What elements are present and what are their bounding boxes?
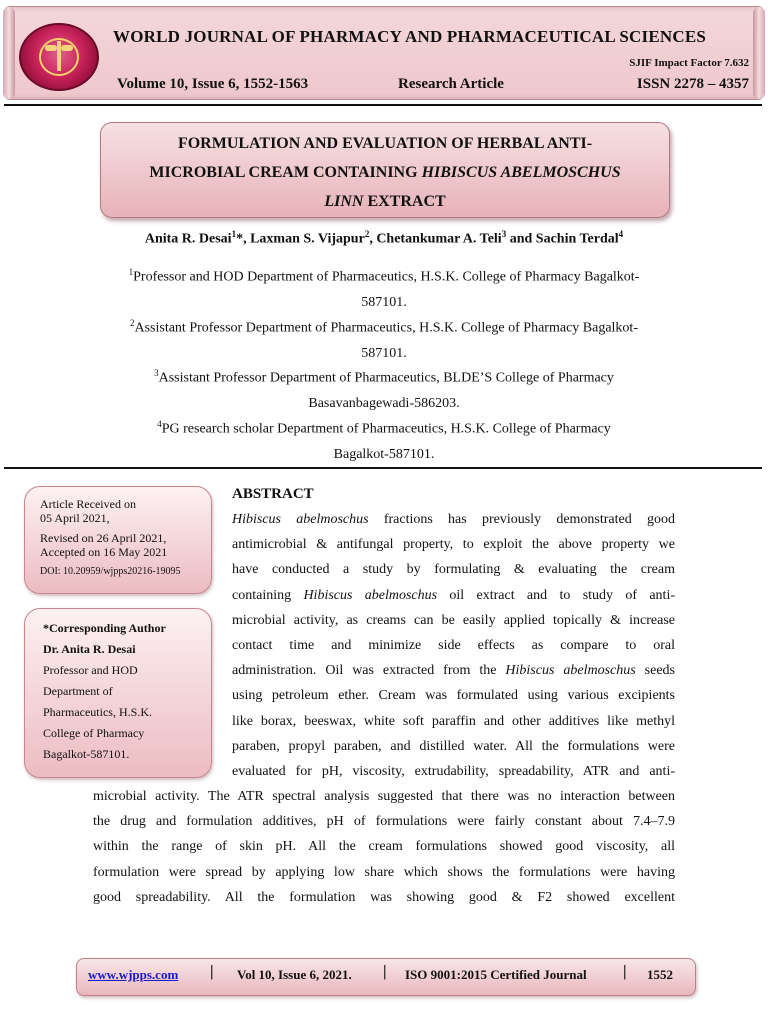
affiliation-4 bbox=[0, 412, 768, 468]
title-line-2: MICROBIAL CREAM CONTAINING bbox=[149, 164, 422, 181]
author-sup: 3 bbox=[501, 229, 507, 239]
author-name: Sachin Terdal bbox=[535, 231, 619, 247]
corresponding-author-box bbox=[24, 608, 212, 778]
title-line-1: FORMULATION AND EVALUATION OF HERBAL ANTI- bbox=[177, 135, 593, 152]
abstract-line: within the range of skin pH. All the cream formulations showed good viscosity, all bbox=[93, 839, 675, 855]
volume-info: Volume 10, Issue 6, 1552-1563 bbox=[117, 76, 309, 92]
abstract-line: paraben, propyl paraben, and distilled water. All the formulations were bbox=[232, 738, 675, 754]
abstract-heading: ABSTRACT bbox=[232, 486, 314, 502]
footer-separator: | bbox=[210, 963, 214, 980]
affiliation-sup: 1 bbox=[128, 267, 134, 277]
footer-iso: ISO 9001:2015 Certified Journal bbox=[405, 967, 587, 982]
revised-date: Revised on 26 April 2021, bbox=[40, 531, 167, 545]
footer-volume: Vol 10, Issue 6, 2021. bbox=[237, 967, 352, 982]
author-name: Chetankumar A. Teli bbox=[376, 231, 502, 247]
affiliation-sup: 4 bbox=[157, 419, 162, 429]
abstract-line: Hibiscus abelmoschus fractions has previously demonstrated good bbox=[232, 512, 675, 527]
abstract-line: good spreadability. All the formulation was showing good & F2 showed excellent bbox=[93, 889, 675, 905]
footer-separator: | bbox=[623, 963, 627, 980]
footer-separator: | bbox=[383, 963, 387, 980]
abstract-line: have conducted a study by formulating & evaluating the cream bbox=[232, 562, 675, 578]
corresponding-line: Pharmaceutics, H.S.K. bbox=[43, 705, 152, 719]
corresponding-line: Professor and HOD bbox=[43, 663, 138, 677]
abstract-line: formulation were spread by applying low share which shows the formulations were having bbox=[93, 864, 675, 880]
affiliation-2 bbox=[0, 311, 768, 367]
abstract-line: using petroleum ether. Cream was formulated using various excipients bbox=[232, 688, 675, 704]
abstract-line: administration. Oil was extracted from the Hibiscus abelmoschus seeds bbox=[232, 663, 676, 679]
affiliation-line: Basavanbagewadi-586203. bbox=[308, 396, 460, 412]
title-line-3-italic: LINN bbox=[324, 193, 364, 210]
corresponding-line: College of Pharmacy bbox=[43, 726, 145, 740]
affiliation-1 bbox=[0, 260, 768, 316]
affiliation-line: PG research scholar Department of Pharmaceutics, H.S.K. College of Pharmacy bbox=[161, 421, 611, 437]
affiliation-line: Professor and HOD Department of Pharmaceutics, H.S.K. College of Pharmacy Bagalkot- bbox=[133, 269, 640, 285]
page-number: 1552 bbox=[647, 967, 673, 982]
abstract-body-narrow bbox=[232, 507, 675, 784]
header-rule bbox=[4, 104, 762, 106]
received-date: 05 April 2021, bbox=[40, 511, 110, 525]
abstract-line: microbial activity. The ATR spectral analysis suggested that there was no interaction between bbox=[93, 789, 675, 804]
affiliation-sup: 2 bbox=[129, 318, 135, 328]
title-line-2-italic: HIBISCUS ABELMOSCHUS bbox=[421, 164, 621, 181]
corresponding-line: Department of bbox=[43, 684, 113, 698]
affiliation-line: 587101. bbox=[361, 346, 407, 362]
corresponding-line: Bagalkot-587101. bbox=[43, 747, 130, 761]
author-list: Anita R. Desai$^1$*, Laxman S. Vijapur$^2$, Chetankumar A. Teli$^3$ and Sachin Terdal$^4$ bbox=[144, 229, 624, 247]
journal-header bbox=[4, 6, 764, 100]
corresponding-name: Dr. Anita R. Desai bbox=[43, 642, 136, 656]
title-line-3: EXTRACT bbox=[363, 193, 446, 210]
abstract-body-wide bbox=[93, 784, 675, 910]
page-footer bbox=[76, 958, 696, 996]
paper-title bbox=[101, 129, 669, 216]
section-rule bbox=[4, 467, 762, 469]
doi[interactable]: DOI: 10.20959/wjpps20216-19095 bbox=[40, 566, 181, 577]
scroll-left-decoration bbox=[3, 7, 15, 99]
article-dates-box bbox=[24, 486, 212, 594]
abstract-line: contact time and minimize side effects as compare to oral bbox=[232, 637, 675, 653]
affiliation-line: 587101. bbox=[361, 295, 407, 311]
author-sup: 2 bbox=[364, 229, 370, 239]
article-type: Research Article bbox=[398, 76, 504, 92]
abstract-line: evaluated for pH, viscosity, extrudability, spreadability, ATR and anti- bbox=[232, 763, 675, 779]
abstract-line: containing Hibiscus abelmoschus oil extract and to study of anti- bbox=[232, 587, 675, 603]
abstract-line: like borax, beeswax, white soft paraffin and other additives like methyl bbox=[232, 713, 675, 729]
impact-factor: SJIF Impact Factor 7.632 bbox=[629, 57, 749, 69]
abstract-line: microbial activity, as creams can be easily applied topically & increase bbox=[232, 612, 675, 628]
abstract-line: the drug and formulation additives, pH of formulations were fairly constant about 7.4–7.9 bbox=[93, 814, 675, 830]
author-name: Anita R. Desai bbox=[144, 231, 232, 247]
author-name: Laxman S. Vijapur bbox=[250, 231, 365, 247]
affiliation-line: Bagalkot-587101. bbox=[333, 447, 435, 463]
scroll-right-decoration bbox=[753, 7, 765, 99]
corresponding-label: *Corresponding Author bbox=[43, 621, 166, 635]
affiliation-3 bbox=[0, 361, 768, 417]
affiliation-sup: 3 bbox=[154, 368, 159, 378]
issn: ISSN 2278 – 4357 bbox=[636, 76, 749, 92]
journal-title: WORLD JOURNAL OF PHARMACY AND PHARMACEUTICAL SCIENCES bbox=[113, 27, 707, 46]
affiliation-line: Assistant Professor Department of Pharmaceutics, BLDE’S College of Pharmacy bbox=[158, 370, 614, 386]
title-box bbox=[100, 122, 670, 218]
author-sup: 4 bbox=[618, 229, 624, 239]
journal-logo-icon bbox=[19, 23, 99, 91]
author-mark: * bbox=[236, 231, 244, 247]
author-sup: 1 bbox=[231, 229, 237, 239]
journal-url-link[interactable]: www.wjpps.com bbox=[88, 967, 179, 982]
affiliation-line: Assistant Professor Department of Pharmaceutics, H.S.K. College of Pharmacy Bagalkot- bbox=[134, 320, 638, 336]
accepted-date: Accepted on 16 May 2021 bbox=[40, 545, 168, 559]
abstract-line: antimicrobial & antifungal property, to exploit the above property we bbox=[232, 537, 675, 553]
received-label: Article Received on bbox=[40, 497, 136, 511]
